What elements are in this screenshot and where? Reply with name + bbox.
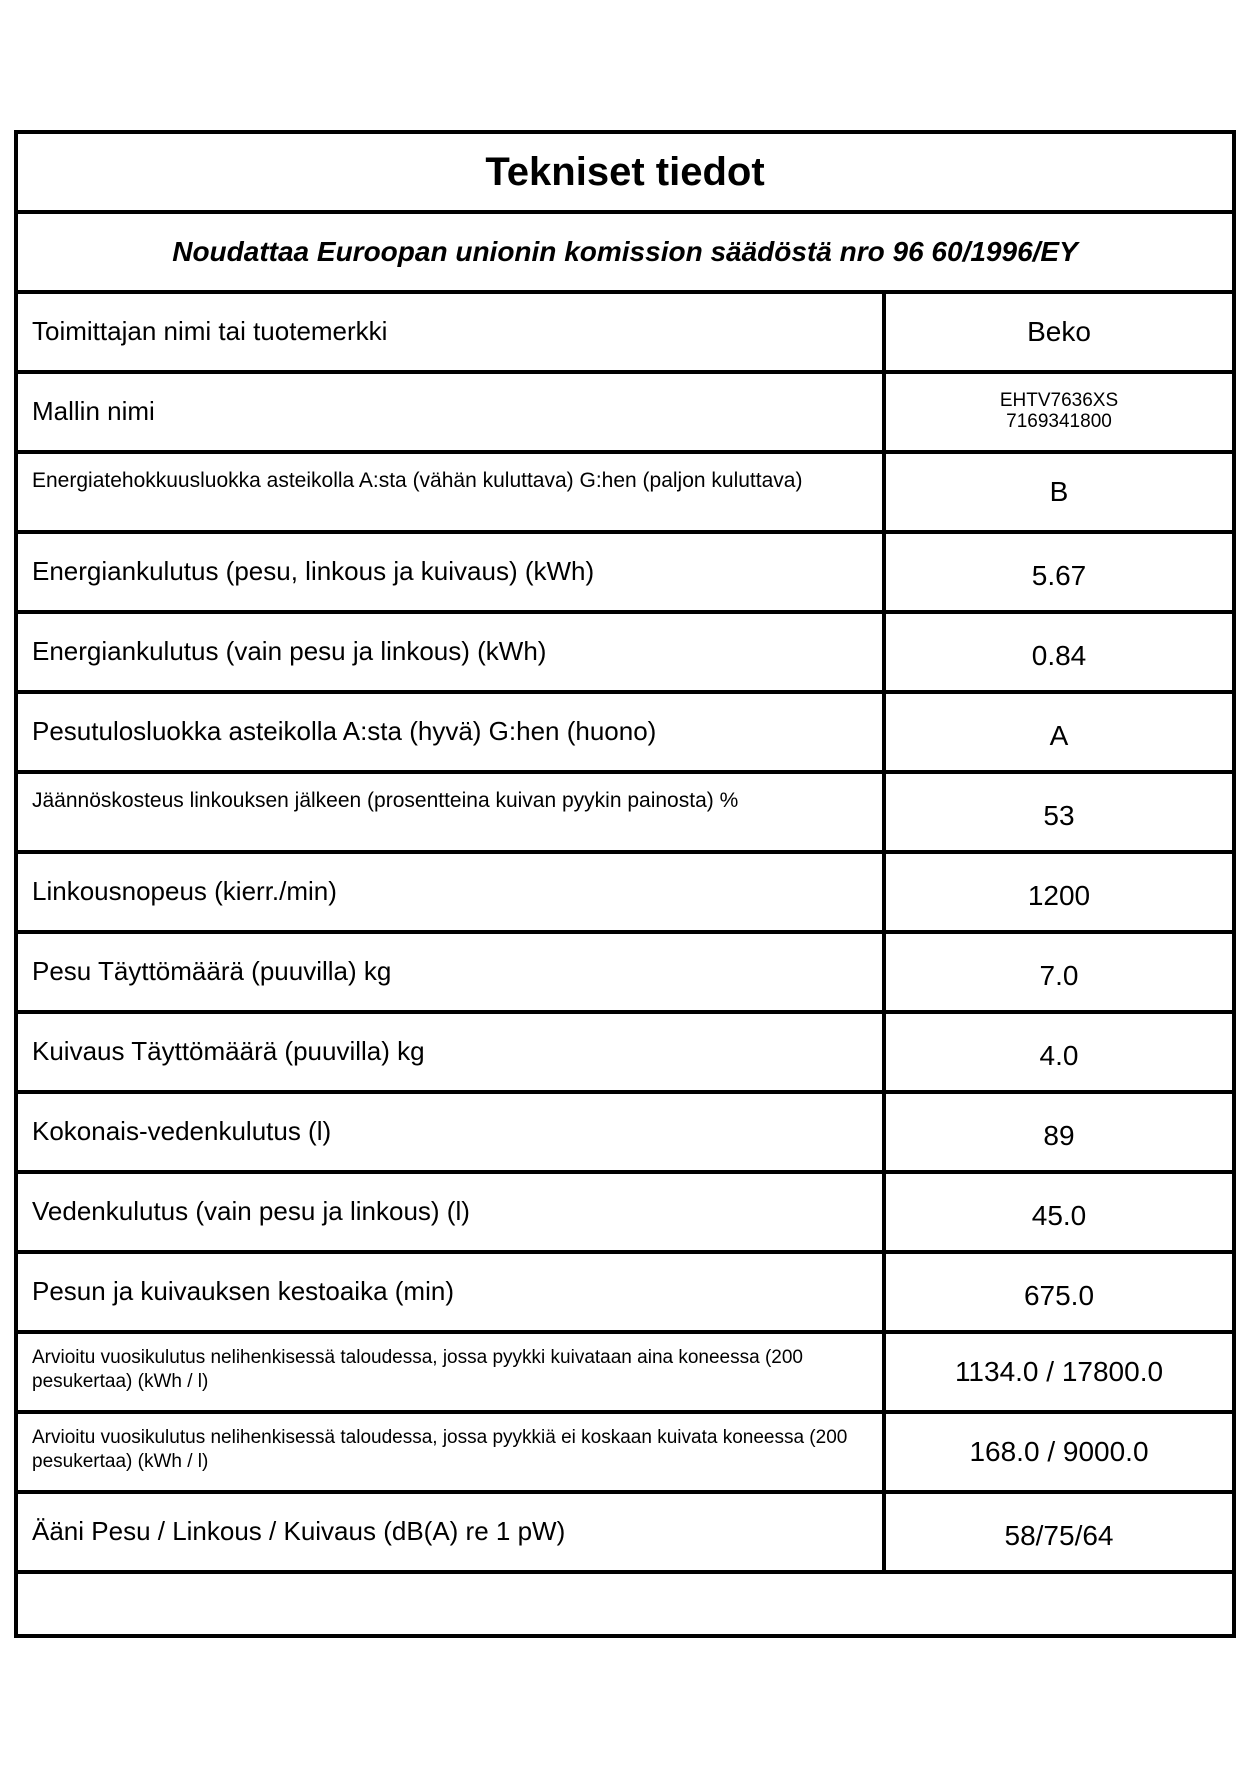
table-row [18,1494,1232,1574]
page-subtitle: Noudattaa Euroopan unionin komission säädöstä nro 96 60/1996/EY [18,214,1232,294]
row-label: Energiankulutus (pesu, linkous ja kuivaus) (kWh) [18,534,886,610]
spec-table [18,294,1232,1642]
table-row [18,1254,1232,1334]
model-code: EHTV7636XS [999,390,1119,412]
table-row [18,1094,1232,1174]
row-label: Pesun ja kuivauksen kestoaika (min) [18,1254,886,1330]
table-row [18,1414,1232,1494]
row-label: Ääni Pesu / Linkous / Kuivaus (dB(A) re 1 pW) [18,1494,886,1570]
table-row [18,1334,1232,1414]
empty-footer-row [18,1574,1232,1642]
row-label: Arvioitu vuosikulutus nelihenkisessä taloudessa, jossa pyykkiä ei koskaan kuivata koneessa (200 pesukertaa) (kWh / l) [18,1414,886,1490]
row-label: Pesu Täyttömäärä (puuvilla) kg [18,934,886,1010]
table-row [18,534,1232,614]
row-value: Beko [1027,316,1091,347]
row-value: 0.84 [1031,640,1087,671]
table-row [18,294,1232,374]
table-row [18,454,1232,534]
row-value [886,374,1232,450]
row-value: 675.0 [1023,1280,1095,1311]
row-label: Mallin nimi [18,374,886,450]
row-label: Linkousnopeus (kierr./min) [18,854,886,930]
table-row [18,1174,1232,1254]
row-value: 58/75/64 [1004,1520,1114,1551]
table-row [18,694,1232,774]
row-value: 1134.0 / 17800.0 [954,1356,1164,1387]
row-label: Pesutulosluokka asteikolla A:sta (hyvä) G:hen (huono) [18,694,886,770]
row-label: Kuivaus Täyttömäärä (puuvilla) kg [18,1014,886,1090]
row-label: Arvioitu vuosikulutus nelihenkisessä taloudessa, jossa pyykki kuivataan aina koneessa (200 pesukertaa) (kWh / l) [18,1334,886,1410]
row-label: Energiatehokkuusluokka asteikolla A:sta (vähän kuluttava) G:hen (paljon kuluttava) [18,454,886,530]
row-value: 7.0 [1039,960,1079,991]
row-value: B [1049,476,1069,507]
row-value: 4.0 [1039,1040,1079,1071]
table-row [18,934,1232,1014]
row-value: 168.0 / 9000.0 [969,1436,1149,1467]
row-value: A [1049,720,1069,751]
model-number: 7169341800 [1006,411,1112,432]
row-label: Toimittajan nimi tai tuotemerkki [18,294,886,370]
row-value: 89 [1043,1120,1075,1151]
table-row [18,374,1232,454]
row-label: Energiankulutus (vain pesu ja linkous) (kWh) [18,614,886,690]
page-title: Tekniset tiedot [18,134,1232,214]
row-label: Vedenkulutus (vain pesu ja linkous) (l) [18,1174,886,1250]
row-value: 45.0 [1031,1200,1087,1231]
table-row [18,774,1232,854]
row-value: 1200 [1027,880,1091,911]
row-value: 5.67 [1031,560,1087,591]
row-label: Kokonais-vedenkulutus (l) [18,1094,886,1170]
row-value: 53 [1043,800,1075,831]
table-row [18,854,1232,934]
table-row [18,1014,1232,1094]
spec-sheet [14,130,1236,1638]
table-row [18,614,1232,694]
row-label: Jäännöskosteus linkouksen jälkeen (prosentteina kuivan pyykin painosta) % [18,774,886,850]
